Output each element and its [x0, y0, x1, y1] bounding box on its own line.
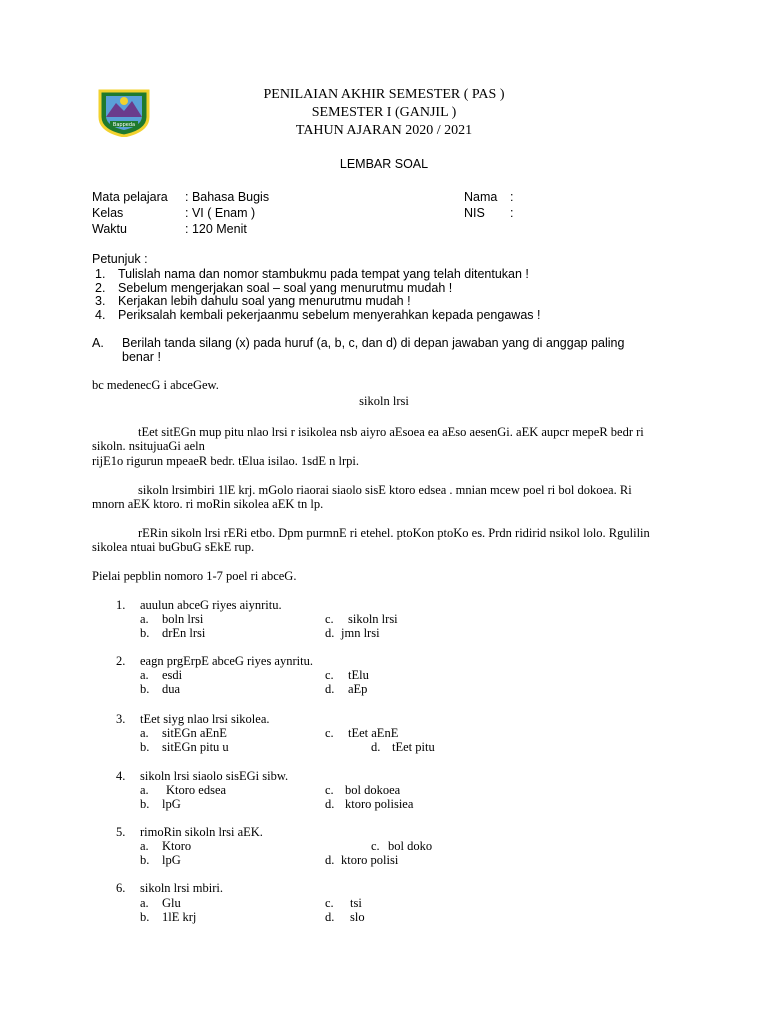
- option-label: a.: [140, 612, 149, 626]
- question-number: 1.: [116, 598, 126, 612]
- reading-intro: bc medenecG i abceGew.: [92, 378, 219, 392]
- passage-p2-line2: mnorn aEK ktoro. ri moRin sikolea aEK tn lp.: [92, 497, 324, 511]
- svg-text:Bappeda: Bappeda: [112, 122, 136, 128]
- option-label: b.: [140, 626, 150, 640]
- passage-p1-line3: rijE1o rigurun mpeaeR bedr. tElua isilao. 1sdE n lrpi.: [92, 454, 359, 468]
- option-label: b.: [140, 740, 150, 754]
- question-number: 3.: [116, 712, 126, 726]
- question-number: 2.: [116, 654, 126, 668]
- option-label: a.: [140, 839, 149, 853]
- question-number: 6.: [116, 881, 126, 895]
- option-d: ktoro polisiea: [345, 797, 414, 811]
- option-label: c.: [325, 896, 334, 910]
- nis-colon: :: [510, 206, 514, 220]
- option-a: Glu: [162, 896, 181, 910]
- option-b: lpG: [162, 853, 181, 867]
- option-b: lpG: [162, 797, 181, 811]
- petunjuk-num: 3.: [95, 294, 106, 308]
- option-c: tElu: [348, 668, 369, 682]
- question-text: auulun abceG riyes aiynritu.: [140, 598, 282, 612]
- petunjuk-num: 1.: [95, 267, 106, 281]
- option-a: esdi: [162, 668, 183, 682]
- question-text: rimoRin sikoln lrsi aEK.: [140, 825, 263, 839]
- waktu-value: : 120 Menit: [185, 222, 247, 236]
- option-a: boln lrsi: [162, 612, 204, 626]
- kelas-label: Kelas: [92, 206, 124, 220]
- nama-label: Nama: [464, 190, 498, 204]
- petunjuk-num: 4.: [95, 308, 106, 322]
- option-a: Ktoro edsea: [166, 783, 227, 797]
- option-a: Ktoro: [162, 839, 192, 853]
- mapel-value: : Bahasa Bugis: [185, 190, 270, 204]
- passage-p3-line1: rERin sikoln lrsi rERi etbo. Dpm purmnE ri etehel. ptoKon ptoKo es. Prdn ridirid nsikol lolo. Rgulilin: [138, 526, 650, 540]
- option-b: drEn lrsi: [162, 626, 206, 640]
- option-c: sikoln lrsi: [348, 612, 398, 626]
- petunjuk-text: Sebelum mengerjakan soal – soal yang menurutmu mudah !: [118, 281, 453, 295]
- option-label: b.: [140, 682, 150, 696]
- option-c: bol doko: [388, 839, 433, 853]
- lembar-soal-heading: LEMBAR SOAL: [339, 157, 429, 171]
- option-label: c.: [325, 726, 334, 740]
- kelas-value: : VI ( Enam ): [185, 206, 256, 220]
- option-d: jmn lrsi: [341, 626, 380, 640]
- petunjuk-text: Periksalah kembali pekerjaanmu sebelum menyerahkan kepada pengawas !: [118, 308, 541, 322]
- option-c: tsi: [350, 896, 362, 910]
- option-label: b.: [140, 797, 150, 811]
- option-label: b.: [140, 910, 150, 924]
- option-label: d.: [325, 853, 335, 867]
- school-year-title: TAHUN AJARAN 2020 / 2021: [295, 123, 473, 138]
- option-label: d.: [325, 682, 335, 696]
- option-label: a.: [140, 668, 149, 682]
- option-d: ktoro polisi: [341, 853, 399, 867]
- waktu-label: Waktu: [92, 222, 127, 236]
- option-d: tEet pitu: [392, 740, 435, 754]
- passage-p1-line2: sikoln. nsitujuaGi aeln: [92, 439, 205, 453]
- option-label: d.: [325, 797, 335, 811]
- question-text: sikoln lrsi siaolo sisEGi sibw.: [140, 769, 289, 783]
- option-label: a.: [140, 783, 149, 797]
- passage-p2-line1: sikoln lrsimbiri 1lE krj. mGolo riaorai siaolo sisE ktoro edsea . mnian mcew poel ri bol dokoea. Ri: [138, 483, 632, 497]
- questions-instruction: Pielai pepblin nomoro 1-7 poel ri abceG.: [92, 569, 297, 583]
- petunjuk-text: Tulislah nama dan nomor stambukmu pada tempat yang telah ditentukan !: [118, 267, 529, 281]
- section-instruction-line2: benar !: [122, 350, 161, 364]
- option-label: d.: [371, 740, 381, 754]
- option-d: aEp: [348, 682, 368, 696]
- question-text: sikoln lrsi mbiri.: [140, 881, 223, 895]
- option-b: sitEGn pitu u: [162, 740, 229, 754]
- option-label: c.: [325, 612, 334, 626]
- petunjuk-text: Kerjakan lebih dahulu soal yang menurutmu mudah !: [118, 294, 411, 308]
- option-label: a.: [140, 896, 149, 910]
- option-label: d.: [325, 910, 335, 924]
- petunjuk-num: 2.: [95, 281, 106, 295]
- nis-label: NIS: [464, 206, 485, 220]
- option-label: a.: [140, 726, 149, 740]
- option-c: bol dokoea: [345, 783, 401, 797]
- semester-title: SEMESTER I (GANJIL ): [311, 105, 457, 120]
- option-label: b.: [140, 853, 150, 867]
- option-d: slo: [350, 910, 365, 924]
- option-b: dua: [162, 682, 181, 696]
- passage-p1-line1: tEet sitEGn mup pitu nlao lrsi r isikolea nsb aiyro aEsoea ea aEso aesenGi. aEK aupcr mepeR bedr ri: [138, 425, 644, 439]
- question-text: eagn prgErpE abceG riyes aynritu.: [140, 654, 313, 668]
- exam-title: PENILAIAN AKHIR SEMESTER ( PAS ): [263, 87, 505, 102]
- option-a: sitEGn aEnE: [162, 726, 227, 740]
- question-number: 5.: [116, 825, 126, 839]
- question-text: tEet siyg nlao lrsi sikolea.: [140, 712, 270, 726]
- nama-colon: :: [510, 190, 514, 204]
- section-instruction-line1: Berilah tanda silang (x) pada huruf (a, b, c, dan d) di depan jawaban yang di anggap paling: [122, 336, 625, 350]
- option-label: d.: [325, 626, 335, 640]
- mapel-label: Mata pelajara: [92, 190, 168, 204]
- section-letter: A.: [92, 336, 104, 350]
- option-c: tEet aEnE: [348, 726, 399, 740]
- passage-p3-line2: sikolea ntuai buGbuG sEkE rup.: [92, 540, 255, 554]
- reading-title: sikoln lrsi: [359, 394, 409, 408]
- option-label: c.: [371, 839, 380, 853]
- option-label: c.: [325, 668, 334, 682]
- option-label: c.: [325, 783, 334, 797]
- petunjuk-label: Petunjuk :: [92, 252, 148, 266]
- option-b: 1lE krj: [162, 910, 197, 924]
- question-number: 4.: [116, 769, 126, 783]
